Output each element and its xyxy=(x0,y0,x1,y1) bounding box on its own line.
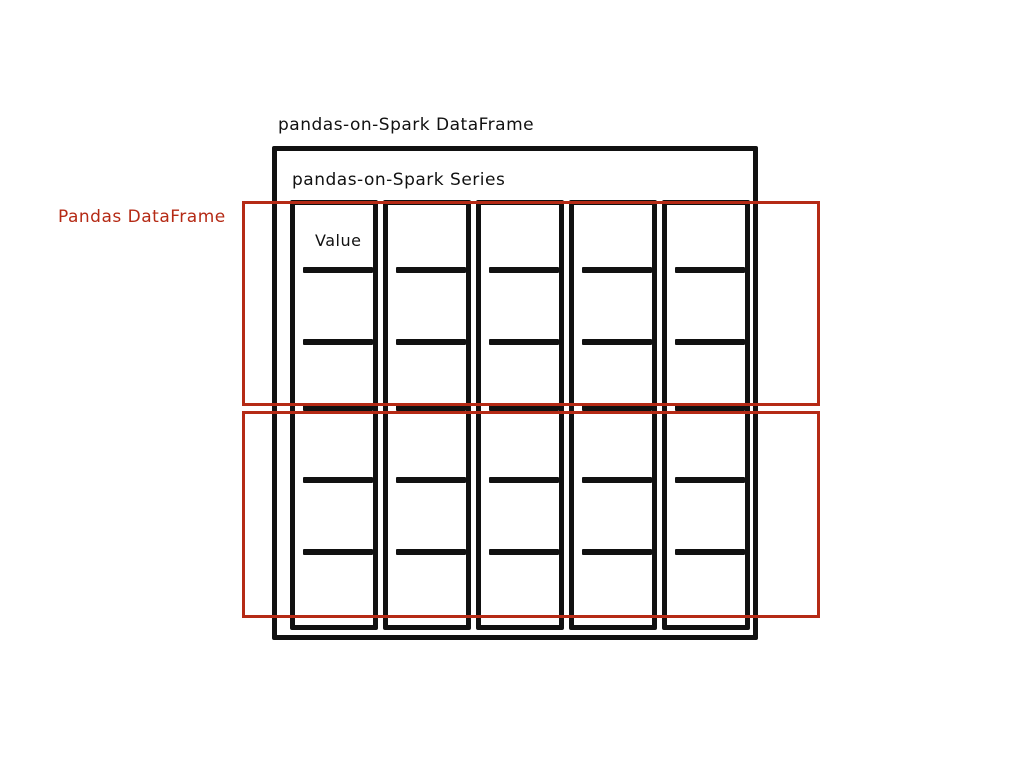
pandas-dataframe-box-bottom xyxy=(242,411,820,618)
series-title-label: pandas-on-Spark Series xyxy=(292,170,506,190)
value-cell-label: Value xyxy=(315,231,362,250)
pandas-dataframe-label: Pandas DataFrame xyxy=(58,207,226,227)
pandas-dataframe-box-top xyxy=(242,201,820,406)
psdf-title-label: pandas-on-Spark DataFrame xyxy=(278,115,535,135)
